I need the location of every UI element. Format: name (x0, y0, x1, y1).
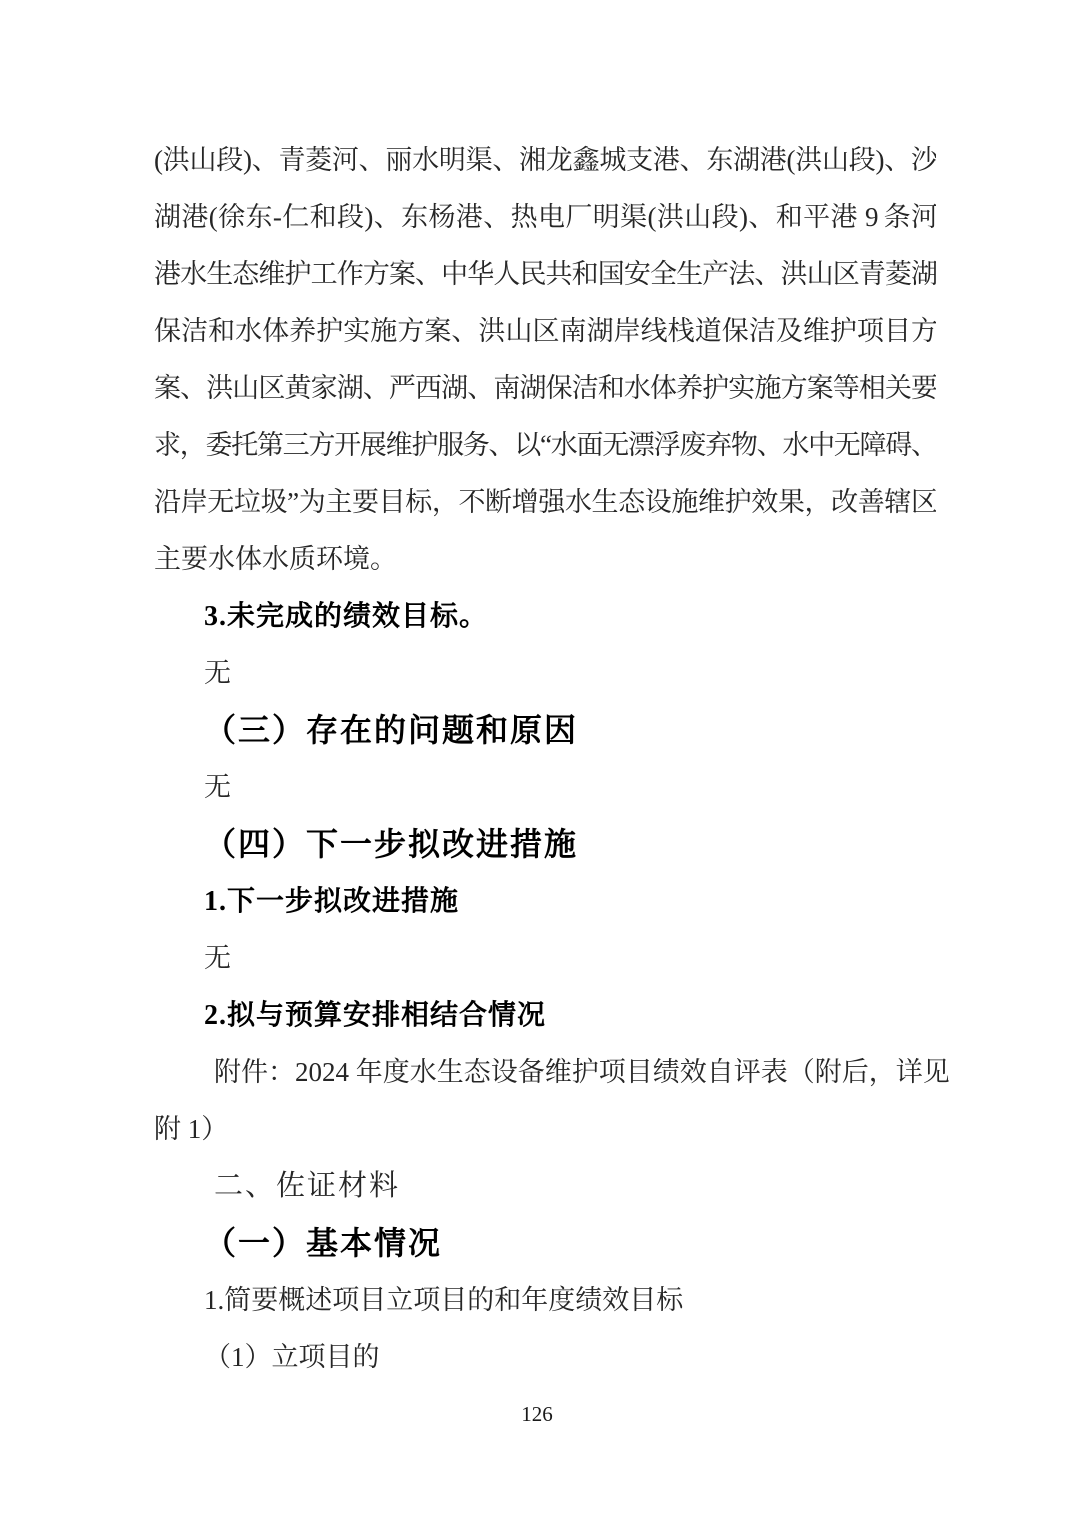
text-none: 无 (204, 772, 231, 802)
paragraph-line: 案、洪山区黄家湖、严西湖、南湖保洁和水体养护实施方案等相关要 (154, 373, 936, 403)
paragraph-line-last: 主要水体水质环境。 (154, 544, 397, 574)
paragraph-line: 湖港(徐东-仁和段)、东杨港、热电厂明渠(洪山段)、和平港 9 条河 (154, 202, 936, 232)
paragraph-line: 保洁和水体养护实施方案、洪山区南湖岸线栈道保洁及维护项目方 (154, 316, 936, 346)
text-none: 无 (204, 658, 231, 688)
subheading-project-purpose-and-annual-goals: 1.简要概述项目立项目的和年度绩效目标 (204, 1285, 684, 1315)
document-body (154, 132, 950, 1386)
heading-supporting-materials: 二、佐证材料 (214, 1170, 401, 1202)
attachment-note-line-continuation: 附 1） (154, 1114, 229, 1144)
attachment-note-line: 附件：2024 年度水生态设备维护项目绩效自评表（附后，详见 (214, 1057, 950, 1087)
subheading-budget-integration: 2.拟与预算安排相结合情况 (204, 1000, 547, 1031)
paragraph-line: 港水生态维护工作方案、中华人民共和国安全生产法、洪山区青菱湖 (154, 259, 936, 289)
subheading-project-purpose: （1）立项目的 (204, 1342, 380, 1372)
text-none: 无 (204, 943, 231, 973)
heading-next-step-improvement-measures: （四）下一步拟改进措施 (204, 826, 579, 862)
paragraph-line: (洪山段)、青菱河、丽水明渠、湘龙鑫城支港、东湖港(洪山段)、沙 (154, 145, 936, 175)
subheading-next-step-improvement-measures: 1.下一步拟改进措施 (204, 886, 460, 917)
paragraph-line: 沿岸无垃圾”为主要目标，不断增强水生态设施维护效果，改善辖区 (154, 487, 936, 517)
heading-basic-situation: （一）基本情况 (204, 1225, 443, 1261)
page-number: 126 (521, 1402, 553, 1426)
heading-unfinished-performance-goals: 3.未完成的绩效目标。 (204, 601, 489, 632)
paragraph-line: 求，委托第三方开展维护服务、以“水面无漂浮废弃物、水中无障碍、 (154, 430, 936, 460)
heading-problems-and-causes: （三）存在的问题和原因 (204, 712, 579, 748)
